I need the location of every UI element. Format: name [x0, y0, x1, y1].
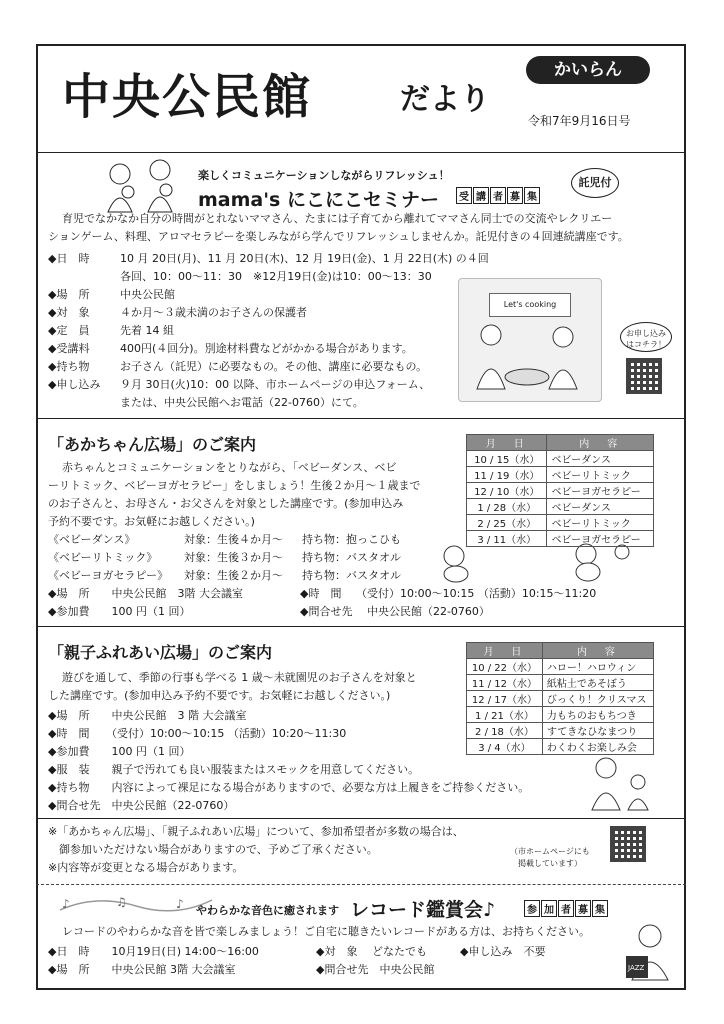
table-row: 12 / 17（水） びっくり！クリスマス — [467, 691, 654, 707]
masthead-subtitle: だより — [400, 82, 490, 117]
issue-date: 令和7年9月16日号 — [528, 114, 631, 128]
mama-capacity: 先着 14 組 — [120, 324, 174, 337]
mama-bring: お子さん（託児）に必要なもの。その他、講座に必要なもの。 — [120, 360, 428, 373]
svg-text:♪: ♪ — [176, 897, 184, 911]
oyako-time: ◆時 間 （受付）10:00～10:15 （活動）10:20～11:30 — [48, 727, 347, 740]
kairan-badge: かいらん — [526, 56, 650, 84]
akachan-intro-1: 赤ちゃんとコミュニケーションをとりながら、「ベビーダンス、ベビ — [62, 461, 397, 474]
akachan-intro-4: 予約不要です。お気軽にお越しください。) — [48, 515, 255, 528]
oyako-place: ◆場 所 中央公民館 3 階 大会議室 — [48, 709, 247, 722]
mama-fee: 400円(４回分)。別途材料費などがかかる場合があります。 — [120, 342, 413, 355]
mama-target: ４か月～３歳未満のお子さんの保護者 — [120, 306, 307, 319]
table-row: 1 / 21（水） 力もちのおもちつき — [467, 707, 654, 723]
table-row: 3 / 11（水） ベビーヨガセラピー — [467, 531, 654, 547]
akachan-intro-2: ーリトミック、ベビーヨガセラピー」をしましょう！生後２か月～１歳まで — [48, 479, 421, 492]
akachan-contact: ◆問合せ先 中央公民館（22-0760） — [300, 605, 490, 618]
mama-time: 各回、10：00～11：30 ※12月19日(金)は10：00～13：30 — [120, 270, 432, 283]
mama-seminar-title: mama's にこにこセミナー — [198, 189, 439, 211]
akachan-divider — [36, 626, 686, 627]
jazz-label: JAZZ — [628, 964, 645, 972]
oyako-intro-2: した講座です。(参加申込み予約不要です。お気軽にお越しください。) — [48, 689, 391, 702]
table-row: 11 / 12（水） 紙粘土であそぼう — [467, 675, 654, 691]
qr-caption: （市ホームページにも 掲載しています） — [510, 847, 590, 868]
record-apply: ◆申し込み 不要 — [460, 945, 546, 958]
akachan-title: 「あかちゃん広場」のご案内 — [48, 435, 257, 454]
note-line1: ※「あかちゃん広場」、「親子ふれあい広場」について、参加希望者が多数の場合は、 — [48, 825, 464, 838]
table-row: 2 / 25（水） ベビーリトミック — [467, 515, 654, 531]
table-row: 3 / 4（水） わくわくお楽しみ会 — [467, 739, 654, 755]
svg-text:♫: ♫ — [116, 895, 127, 909]
note-line3: ※内容等が変更となる場合があります。 — [48, 861, 244, 874]
music-notes-icon — [56, 892, 216, 916]
mama-intro-line1: 育児でなかなか自分の時間がとれないママさん、たまには子育てから離れてママさん同士での交流やレクリエー — [62, 212, 613, 225]
mama-divider — [36, 418, 686, 419]
parent-child-illustration — [580, 754, 660, 812]
mama-qr-code[interactable] — [626, 358, 662, 394]
table-row: 1 / 28（水） ベビーダンス — [467, 499, 654, 515]
akachan-fee: ◆参加費 100 円（1 回） — [48, 605, 191, 618]
akachan-schedule-table — [466, 434, 654, 547]
masthead-title: 中央公民館 — [62, 69, 313, 125]
record-place: ◆場 所 中央公民館 3階 大会議室 — [48, 963, 236, 976]
program-rhythmic: 《ベビーリトミック》 対象：生後３か月～ 持ち物：バスタオル — [48, 551, 401, 564]
people-cooking-icon — [465, 319, 595, 397]
note-line2: 御参加いただけない場合がありますので、予めご了承ください。 — [48, 843, 378, 856]
whiteboard: Let's cooking — [489, 293, 571, 317]
col-content: 内 容 — [542, 643, 653, 659]
svg-text:♪: ♪ — [62, 897, 70, 911]
program-yoga: 《ベビーヨガセラピー》 対象：生後２か月～ 持ち物：バスタオル — [48, 569, 401, 582]
record-title: レコード鑑賞会♪ — [350, 899, 496, 921]
oyako-fee: ◆参加費 100 円（1 回） — [48, 745, 191, 758]
mother-baby-illustration — [96, 156, 188, 216]
jazz-record-illustration — [622, 922, 678, 982]
masthead-divider — [36, 152, 686, 153]
recruit-badge: 受 講 者 募 集 — [456, 185, 541, 204]
oyako-clothing: ◆服 装 親子で汚れても良い服装またはスモックを用意してください。 — [48, 763, 420, 776]
notes-divider — [36, 884, 686, 885]
apply-here-bubble: お申し込み はコチラ！ — [620, 322, 672, 352]
childcare-tag: 託児付 — [571, 168, 619, 198]
mama-place: 中央公民館 — [120, 288, 175, 301]
col-content: 内 容 — [547, 435, 654, 451]
table-row: 2 / 18（水） すてきなひなまつり — [467, 723, 654, 739]
mama-date: 10 月 20日(月)、11 月 20日(木)、12 月 19日(金)、1 月 22日(木) の４回 — [120, 252, 489, 265]
table-row: 11 / 19（水） ベビーリトミック — [467, 467, 654, 483]
record-recruit-badge: 参 加 者 募 集 — [524, 898, 609, 917]
col-date: 月 日 — [467, 435, 547, 451]
record-datetime: ◆日 時 10月19日(日) 14:00～16:00 — [48, 945, 259, 958]
oyako-contact: ◆問合せ先 中央公民館（22-0760） — [48, 799, 235, 812]
record-intro: レコードのやわらかな音を皆で楽しみましょう！ご自宅に聴きたいレコードがある方は、お持ちください。 — [62, 925, 590, 938]
table-row: 10 / 22（水） ハロー！ハロウィン — [467, 659, 654, 675]
oyako-divider — [36, 818, 686, 819]
record-catchphrase: やわらかな音色に癒されます — [196, 904, 339, 917]
oyako-title: 「親子ふれあい広場」のご案内 — [48, 643, 273, 662]
record-target: ◆対 象 どなたでも — [316, 945, 427, 958]
table-row: 12 / 10（水） ベビーヨガセラピー — [467, 483, 654, 499]
mama-intro-line2: ションゲーム、料理、アロマセラピーを楽しみながら学んでリフレッシュしませんか。託児付きの４回連続講座です。 — [48, 230, 629, 243]
notes-qr-code[interactable] — [610, 826, 646, 862]
mama-apply: ９月 30日(火)10：00 以降、市ホームページの申込フォーム、 — [120, 378, 431, 391]
akachan-place: ◆場 所 中央公民館 3階 大会議室 — [48, 587, 243, 600]
oyako-intro-1: 遊びを通して、季節の行事も学べる 1 歳～未就園児のお子さんを対象と — [62, 671, 417, 684]
table-row: 10 / 15（水） ベビーダンス — [467, 451, 654, 467]
oyako-bring: ◆持ち物 内容によって裸足になる場合がありますので、必要な方は上履きをご持参ください。 — [48, 781, 530, 794]
col-date: 月 日 — [467, 643, 543, 659]
mama-apply-phone: または、中央公民館へお電話（22-0760）にて。 — [120, 396, 364, 409]
akachan-intro-3: のお子さんと、お母さん・お父さんを対象とした講座です。(参加申込み — [48, 497, 404, 510]
record-contact: ◆問合せ先 中央公民館 — [316, 963, 435, 976]
cooking-illustration — [458, 278, 602, 402]
akachan-time: ◆時 間 （受付）10:00～10:15 （活動）10:15～11:20 — [300, 587, 597, 600]
oyako-schedule-table — [466, 642, 654, 755]
program-dance: 《ベビーダンス》 対象：生後４か月～ 持ち物：抱っこひも — [48, 533, 401, 546]
mama-catchphrase: 楽しくコミュニケーションしながらリフレッシュ！ — [198, 169, 450, 182]
